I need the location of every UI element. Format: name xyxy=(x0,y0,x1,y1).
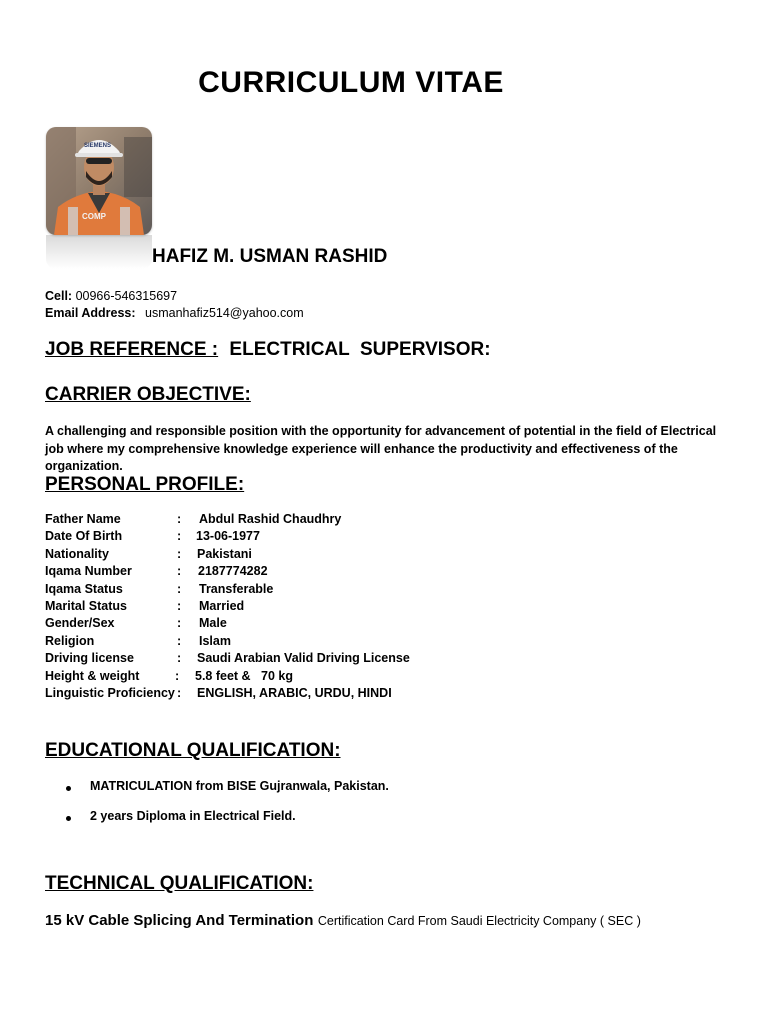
profile-heading: PERSONAL PROFILE: xyxy=(45,474,245,495)
photo-reflection xyxy=(46,235,152,269)
profile-key: Date Of Birth xyxy=(45,529,123,544)
profile-separator: : xyxy=(177,564,182,579)
helmet-label: SIEMENS xyxy=(84,143,112,149)
profile-value: Married xyxy=(199,598,245,613)
page-title: CURRICULUM VITAE xyxy=(198,66,504,99)
profile-separator: : xyxy=(177,633,182,648)
objective-text: A challenging and responsible position with the opportunity for advancement of potential in the field of Electrical job where my comprehensive knowledge experience will enhance the productivity and effectiveness of the organization. xyxy=(45,424,717,473)
vest-label: COMP xyxy=(82,212,106,221)
profile-separator: : xyxy=(177,581,182,596)
objective-heading: CARRIER OBJECTIVE: xyxy=(45,384,251,405)
profile-separator: : xyxy=(177,685,182,700)
profile-key: Driving license xyxy=(45,651,134,666)
profile-key: Father Name xyxy=(45,512,121,526)
cell-line xyxy=(45,289,177,303)
profile-key: Iqama Status xyxy=(45,581,123,596)
profile-value: 2187774282 xyxy=(198,564,268,579)
person-photo-icon xyxy=(46,127,152,235)
profile-value: Saudi Arabian Valid Driving License xyxy=(197,651,410,666)
email-label: Email Address: xyxy=(45,306,136,320)
profile-value: Male xyxy=(199,616,227,631)
profile-separator: : xyxy=(177,512,182,526)
profile-value: 13-06-1977 xyxy=(196,529,260,544)
bullet-icon xyxy=(66,786,71,791)
profile-value: ENGLISH, ARABIC, URDU, HINDI xyxy=(197,685,392,700)
technical-line xyxy=(45,912,641,930)
profile-key: Nationality xyxy=(45,546,109,561)
job-reference-value: ELECTRICAL SUPERVISOR: xyxy=(229,339,491,360)
technical-heading: TECHNICAL QUALIFICATION: xyxy=(45,873,314,894)
email-value: usmanhafiz514@yahoo.com xyxy=(145,306,304,320)
candidate-name: HAFIZ M. USMAN RASHID xyxy=(152,246,388,267)
education-item-text: 2 years Diploma in Electrical Field. xyxy=(90,809,296,823)
profile-key: Gender/Sex xyxy=(45,616,115,631)
cell-label: Cell: xyxy=(45,289,73,303)
profile-separator: : xyxy=(177,546,182,561)
profile-photo xyxy=(46,127,152,235)
cell-value: 00966-546315697 xyxy=(75,289,178,303)
profile-separator: : xyxy=(177,616,182,631)
profile-value: Transferable xyxy=(199,581,274,596)
bullet-icon xyxy=(66,816,71,821)
profile-separator: : xyxy=(177,651,182,666)
technical-bold: 15 kV Cable Splicing And Termination xyxy=(45,912,314,929)
profile-key: Iqama Number xyxy=(45,564,132,579)
profile-separator: : xyxy=(177,598,182,613)
profile-key: Linguistic Proficiency xyxy=(45,685,175,700)
education-item-text: MATRICULATION from BISE Gujranwala, Pakistan. xyxy=(90,779,389,793)
profile-separator: : xyxy=(175,668,180,683)
education-heading: EDUCATIONAL QUALIFICATION: xyxy=(45,740,341,761)
profile-value: Abdul Rashid Chaudhry xyxy=(199,512,342,526)
profile-value: 5.8 feet & 70 kg xyxy=(195,668,293,683)
profile-value: Islam xyxy=(199,633,231,648)
job-reference xyxy=(45,339,491,361)
job-reference-label: JOB REFERENCE : xyxy=(45,339,219,360)
email-line xyxy=(45,306,304,320)
profile-key: Religion xyxy=(45,633,95,648)
profile-separator: : xyxy=(177,529,182,544)
technical-rest: Certification Card From Saudi Electricity Company ( SEC ) xyxy=(317,914,641,928)
profile-key: Marital Status xyxy=(45,598,127,613)
profile-key: Height & weight xyxy=(45,668,140,683)
profile-value: Pakistani xyxy=(197,546,252,561)
